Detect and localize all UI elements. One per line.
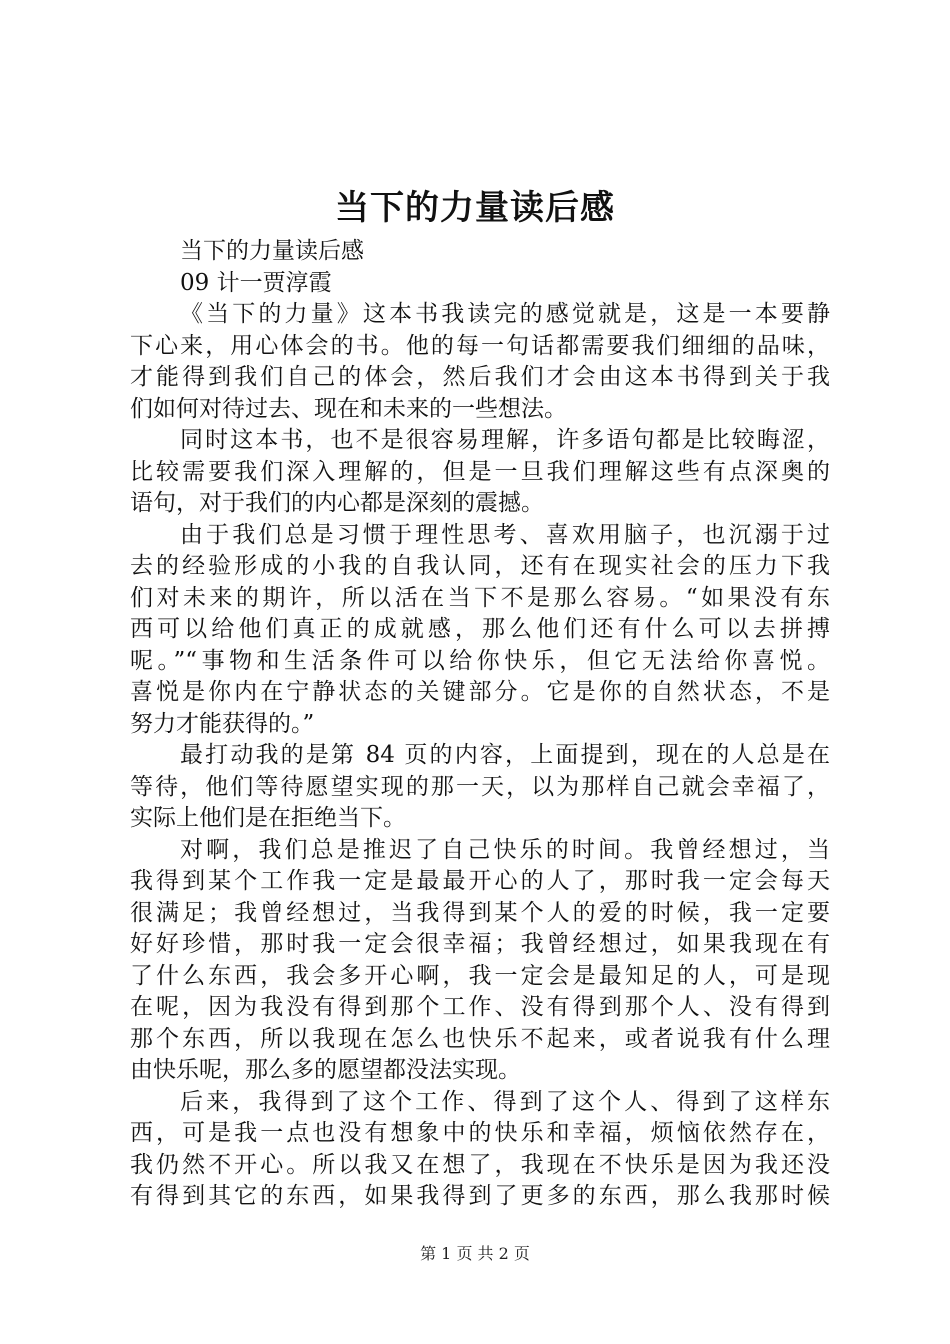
subtitle-line: 当下的力量读后感 — [180, 238, 364, 264]
paragraph-3-line-6: 喜悦是你内在宁静状态的关键部分。它是你的自然状态，不是 — [130, 679, 830, 705]
paragraph-2-line-3: 语句，对于我们的内心都是深刻的震撼。 — [130, 490, 544, 516]
paragraph-4-line-1: 最打动我的是第 84 页的内容，上面提到，现在的人总是在 — [180, 742, 830, 768]
paragraph-6-line-4: 有得到其它的东西，如果我得到了更多的东西，那么我那时候 — [130, 1183, 830, 1209]
paragraph-5-line-1: 对啊，我们总是推迟了自己快乐的时间。我曾经想过，当 — [180, 836, 830, 863]
paragraph-3-line-5: 呢。”“事物和生活条件可以给你快乐，但它无法给你喜悦。 — [130, 647, 830, 674]
paragraph-1-line-1: 《当下的力量》这本书我读完的感觉就是，这是一本要静 — [180, 301, 830, 327]
paragraph-2-line-1: 同时这本书，也不是很容易理解，许多语句都是比较晦涩， — [180, 427, 830, 453]
document-title: 当下的力量读后感 — [335, 188, 615, 228]
paragraph-5-line-2: 我得到某个工作我一定是最最开心的人了，那时我一定会每天 — [130, 868, 830, 894]
paragraph-5-line-3: 很满足；我曾经想过，当我得到某个人的爱的时候，我一定要 — [130, 899, 830, 926]
paragraph-1-line-4: 们如何对待过去、现在和未来的一些想法。 — [130, 395, 567, 422]
paragraph-5-line-7: 那个东西，所以我现在怎么也快乐不起来，或者说我有什么理 — [130, 1025, 830, 1052]
paragraph-5-line-5: 了什么东西，我会多开心啊，我一定会是最知足的人，可是现 — [130, 962, 830, 989]
paragraph-5-line-4: 好好珍惜，那时我一定会很幸福；我曾经想过，如果我现在有 — [130, 931, 830, 957]
paragraph-4-line-3: 实际上他们是在拒绝当下。 — [130, 805, 406, 831]
paragraph-1-line-3: 才能得到我们自己的体会，然后我们才会由这本书得到关于我 — [130, 364, 830, 390]
paragraph-6-line-2: 西，可是我一点也没有想象中的快乐和幸福，烦恼依然存在， — [130, 1120, 830, 1146]
paragraph-3-line-7: 努力才能获得的。” — [130, 710, 315, 737]
paragraph-1-line-2: 下心来，用心体会的书。他的每一句话都需要我们细细的品味， — [130, 332, 830, 359]
paragraph-3-line-2: 去的经验形成的小我的自我认同，还有在现实社会的压力下我 — [130, 553, 830, 579]
paragraph-4-line-2: 等待，他们等待愿望实现的那一天，以为那样自己就会幸福了， — [130, 773, 830, 800]
paragraph-5-line-8: 由快乐呢，那么多的愿望都没法实现。 — [130, 1057, 521, 1083]
paragraph-3-line-4: 西可以给他们真正的成就感，那么他们还有什么可以去拼搏 — [130, 616, 830, 642]
author-line: 09 计一贾淳霞 — [180, 269, 332, 296]
paragraph-6-line-1: 后来，我得到了这个工作、得到了这个人、得到了这样东 — [180, 1088, 830, 1115]
paragraph-3-line-1: 由于我们总是习惯于理性思考、喜欢用脑子，也沉溺于过 — [180, 521, 830, 548]
paragraph-3-line-3: 们对未来的期许，所以活在当下不是那么容易。“如果没有东 — [130, 584, 830, 611]
paragraph-5-line-6: 在呢，因为我没有得到那个工作、没有得到那个人、没有得到 — [130, 994, 830, 1020]
page-footer: 第 1 页 共 2 页 — [420, 1244, 530, 1263]
paragraph-2-line-2: 比较需要我们深入理解的，但是一旦我们理解这些有点深奥的 — [130, 458, 830, 485]
document-body — [130, 236, 830, 1213]
paragraph-6-line-3: 我仍然不开心。所以我又在想了，我现在不快乐是因为我还没 — [130, 1151, 830, 1178]
